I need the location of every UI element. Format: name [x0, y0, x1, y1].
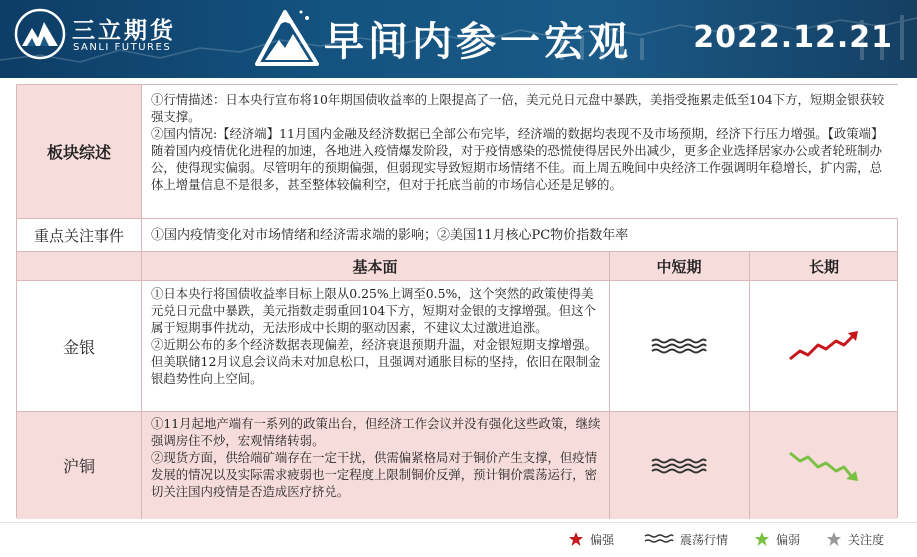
row-text [141, 281, 609, 411]
events-row [17, 219, 897, 251]
row-paragraph: ①日本央行将国债收益率目标上限从0.25%上调至0.5%，这个突然的政策使得美元兑日元盘中暴跌，美元指数走弱重回104下方，短期对金银的支撑增强。但这个属于短期事件扰动，无法形成中长期的驱动因素，不建议太过激进追涨。 [151, 286, 596, 335]
short-term-cell [609, 281, 749, 411]
legend-attention [826, 527, 884, 551]
row-text [141, 412, 609, 519]
trend-up-icon [786, 329, 862, 363]
row-paragraph: ①11月起地产端有一系列的政策出台，但经济工作会议并没有强化这些政策，继续强调房住不炒，宏观情绪转弱。 [151, 416, 601, 448]
report-date: 2022.12.21 [693, 20, 893, 55]
long-term-cell [749, 412, 899, 519]
mountain-snow-icon [255, 6, 319, 68]
summary-row [17, 85, 897, 218]
header-banner [0, 0, 917, 78]
legend-range [644, 527, 728, 551]
long-term-cell [749, 281, 899, 411]
legend-weak [754, 527, 800, 551]
wave-icon [650, 337, 708, 355]
row-name-gold-silver: 金银 [62, 337, 95, 357]
brand-name-cn: 三立期货 [72, 18, 176, 44]
table-row [17, 281, 897, 411]
content-panel [16, 84, 898, 518]
table-header-row [17, 252, 897, 280]
trend-down-icon [786, 449, 862, 483]
summary-text [141, 85, 899, 218]
legend-label: 偏强 [590, 532, 615, 547]
wave-icon [650, 457, 708, 475]
red-star-icon [568, 531, 584, 547]
short-term-cell [609, 412, 749, 519]
table-row [17, 412, 897, 519]
header-short-term: 中短期 [656, 257, 702, 276]
summary-paragraph: ①行情描述：日本央行宣布将10年期国债收益率的上限提高了一倍，美元兑日元盘中暴跌，美指受拖累走低至104下方，短期金银获较强支撑。 [151, 92, 885, 124]
summary-paragraph: ②国内情况:【经济端】11月国内金融及经济数据已全部公布完毕，经济端的数据均表现不及市场预期，经济下行压力增强。【政策端】随着国内疫情优化进程的加速，各地进入疫情爆发阶段，对于疫情感染的恐慌使得居民外出减少，更多企业选择居家办公或者轮班制办公，使得现实偏弱。尽管明年的预期偏强，但弱现实导致短期市场情绪不佳。而上周五晚间中央经济工作强调明年稳增长，扩内需，总体上增量信息不是很多，甚至整体较偏利空，但对于托底当前的市场信心还是足够的。 [151, 126, 884, 192]
legend-label: 偏弱 [776, 532, 801, 547]
row-name-copper: 沪铜 [62, 457, 95, 476]
page-title: 早间内参一宏观 [324, 19, 632, 65]
footer-divider [0, 522, 917, 523]
events-label: 重点关注事件 [33, 226, 124, 245]
header-fundamentals: 基本面 [352, 257, 398, 276]
summary-label: 板块综述 [46, 143, 111, 162]
brand-name-en: SANLI FUTURES [73, 42, 172, 53]
legend-label: 关注度 [848, 532, 885, 547]
wave-icon [644, 533, 674, 545]
sanli-logo-icon [14, 8, 66, 60]
grey-star-icon [826, 531, 842, 547]
legend-strong [568, 527, 614, 551]
row-paragraph: ②现货方面，供给端矿端存在一定干扰，供需偏紧格局对于铜价产生支撑，但疫情发展的情况以及实际需求疲弱也一定程度上限制铜价反弹，预计铜价震荡运行，密切关注国内疫情是否造成医疗挤兑。 [151, 450, 598, 499]
row-paragraph: ②近期公布的多个经济数据表现偏差，经济衰退预期升温，对金银短期支撑增强。但美联储12月议息会议尚未对加息松口，且强调对通胀目标的坚持，依旧在限制金银趋势性向上空间。 [151, 337, 601, 386]
legend-label: 震荡行情 [680, 532, 729, 547]
green-star-icon [754, 531, 770, 547]
header-long-term: 长期 [808, 257, 839, 276]
events-text: ①国内疫情变化对市场情绪和经济需求端的影响；②美国11月核心PC物价指数年率 [151, 227, 629, 243]
